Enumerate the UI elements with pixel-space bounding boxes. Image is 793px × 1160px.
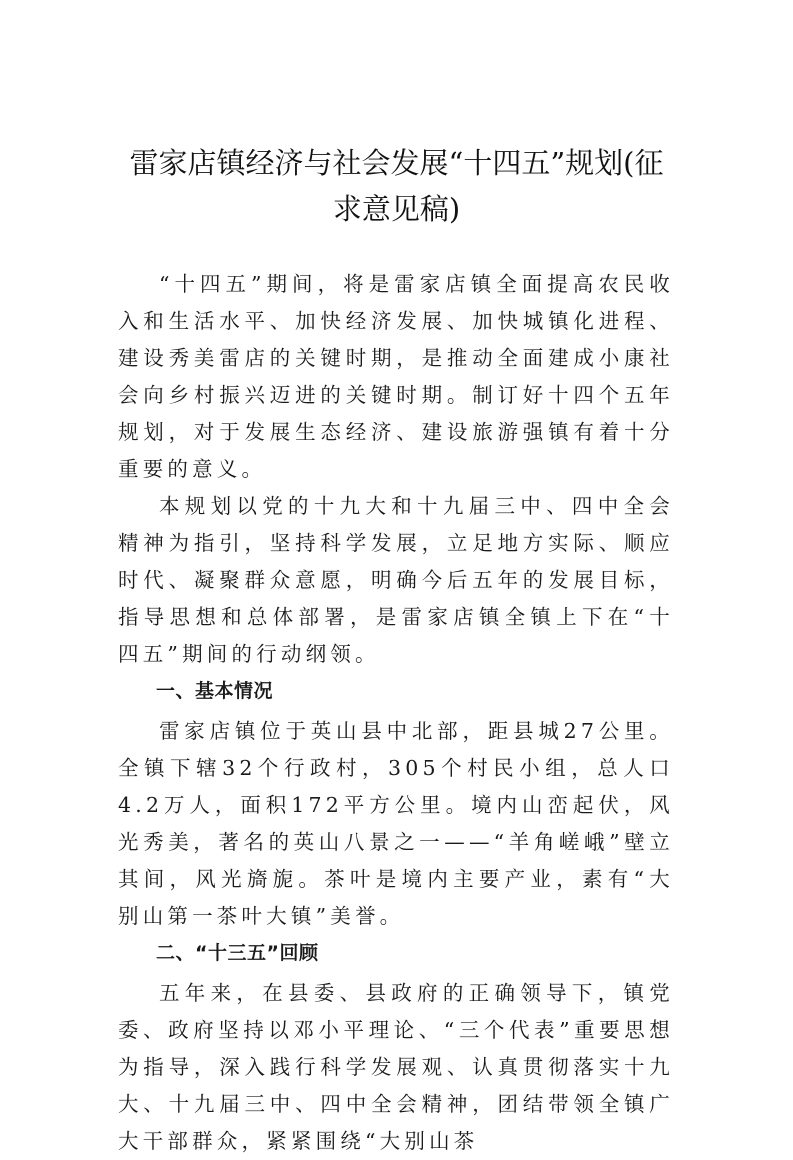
title-line-2: 求意见稿) — [332, 192, 461, 226]
section-1-paragraph-1: 雷家店镇位于英山县中北部，距县城27公里。全镇下辖32个行政村，305个村民小组，总人口4.2万人，面积172平方公里。境内山峦起伏，风光秀美，著名的英山八景之一——“羊角嵯峨”壁立其间，风光旖旎。茶叶是境内主要产业，素有“大别山第一茶叶大镇”美誉。 — [118, 719, 674, 928]
document-title — [100, 140, 693, 232]
document-body — [118, 266, 674, 1160]
section-heading-13th-review: 二、“十三五”回顾 — [156, 942, 319, 964]
title-line-1: 雷家店镇经济与社会发展“十四五”规划(征 — [129, 146, 664, 180]
section-heading-basic-info: 一、基本情况 — [156, 680, 274, 702]
intro-paragraph-2: 本规划以党的十九大和十九届三中、四中全会精神为指引，坚持科学发展，立足地方实际、顺应时代、凝聚群众意愿，明确今后五年的发展目标，指导思想和总体部署，是雷家店镇全镇上下在“十四五”期间的行动纲领。 — [118, 494, 674, 666]
intro-paragraph-1: “十四五”期间，将是雷家店镇全面提高农民收入和生活水平、加快经济发展、加快城镇化进程、建设秀美雷店的关键时期，是推动全面建成小康社会向乡村振兴迈进的关键时期。制订好十四个五年规划，对于发展生态经济、建设旅游强镇有着十分重要的意义。 — [118, 272, 674, 481]
section-2-paragraph-1: 五年来，在县委、县政府的正确领导下，镇党委、政府坚持以邓小平理论、“三个代表”重要思想为指导，深入践行科学发展观、认真贯彻落实十九大、十九届三中、四中全会精神，团结带领全镇广大干部群众，紧紧围绕“大别山茶 — [118, 981, 674, 1153]
